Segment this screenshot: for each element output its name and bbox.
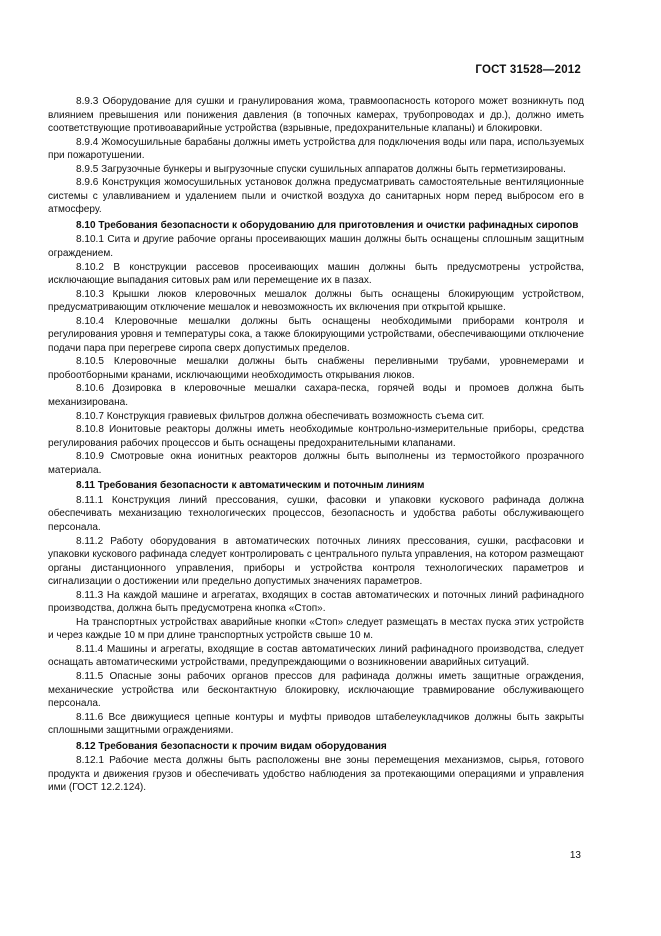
paragraph: 8.9.6 Конструкция жомосушильных установок должна предусматривать самостоятельные вентиляционные системы с улавливанием и удалением пыли и очисткой воздуха до санитарных норм перед выбросом его в атмосферу. [48, 177, 584, 216]
paragraph: 8.9.3 Оборудование для сушки и гранулирования жома, травмоопасность которого может возникнуть под влиянием превышения или понижения давления (в топочных камерах, трубопроводах и др.), должно иметь соответствующие противоаварийные устройства (взрывные, предохранительные клапаны) и блокировки. [48, 96, 584, 135]
paragraph: 8.9.4 Жомосушильные барабаны должны иметь устройства для подключения воды или пара, используемых при пожаротушении. [48, 136, 584, 162]
paragraph: 8.10.7 Конструкция гравиевых фильтров должна обеспечивать возможность съема сит. [76, 410, 485, 422]
section-heading: 8.11 Требования безопасности к автоматическим и поточным линиям [76, 480, 425, 492]
paragraph: 8.11.3 На каждой машине и агрегатах, входящих в состав автоматических и поточных линий рафинадного производства, должна быть предусмотрена кнопка «Стоп». [48, 589, 584, 615]
paragraph: 8.11.5 Опасные зоны рабочих органов прессов для рафинада должны иметь защитные ограждения, механические устройства или бесконтактную блокировку, исключающие травмирование обслуживающего персонала. [48, 670, 584, 710]
paragraph: 8.10.6 Дозировка в клеровочные мешалки сахара-песка, горячей воды и промоев должна быть механизирована. [48, 383, 584, 409]
page-number: 13 [569, 850, 581, 861]
document-code: ГОСТ 31528—2012 [475, 64, 581, 76]
section-heading: 8.10 Требования безопасности к оборудованию для приготовления и очистки рафинадных сиропов [76, 219, 579, 231]
document-body [48, 95, 584, 795]
paragraph: 8.11.4 Машины и агрегаты, входящие в состав автоматических линий рафинадного производства, следует оснащать автоматическими устройствами, предупреждающими о возникновении аварийных ситуаций. [48, 643, 584, 669]
paragraph: 8.11.2 Работу оборудования в автоматических поточных линиях прессования, сушки, расфасовки и упаковки кускового рафинада следует контролировать с центрального пульта управления, на котором размещают органы дистанционного управления, приборы и устройства контроля технологических параметров и сигнализации о достижении или предельно допустимых значениях параметров. [48, 535, 584, 588]
paragraph: 8.10.4 Клеровочные мешалки должны быть оснащены необходимыми приборами контроля и регулирования уровня и температуры сока, а также блокирующими устройствами, обеспечивающими отключение подачи пара при перегреве сиропа сверх допустимых пределов. [48, 315, 584, 354]
section-heading: 8.12 Требования безопасности к прочим видам оборудования [76, 740, 387, 752]
paragraph: 8.9.5 Загрузочные бункеры и выгрузочные спуски сушильных аппаратов должны быть герметизированы. [76, 163, 566, 175]
paragraph: 8.10.5 Клеровочные мешалки должны быть снабжены переливными трубами, уровнемерами и пробоотборными кранами, исключающими необходимость открывания люков. [48, 356, 584, 381]
paragraph: 8.10.2 В конструкции рассевов просеивающих машин должны быть предусмотрены устройства, исключающие выпадания ситовых рам или перемещение их в пазах. [48, 261, 584, 287]
paragraph: 8.11.1 Конструкция линий прессования, сушки, фасовки и упаковки кускового рафинада должна обеспечивать механизацию технологических процессов, безопасность и удобства работы обслуживающего персонала. [48, 494, 584, 533]
paragraph: 8.11.6 Все движущиеся цепные контуры и муфты приводов штабелеукладчиков должны быть закрыты сплошными защитными ограждениями. [48, 711, 584, 737]
paragraph: 8.10.9 Смотровые окна ионитных реакторов должны быть выполнены из термостойкого прозрачного материала. [48, 451, 584, 476]
paragraph: 8.10.8 Ионитовые реакторы должны иметь необходимые контрольно-измерительные приборы, средства регулирования рабочих процессов и быть оснащены предохранительными клапанами. [48, 424, 584, 449]
paragraph: 8.10.1 Сита и другие рабочие органы просеивающих машин должны быть оснащены сплошным защитным ограждением. [48, 234, 584, 260]
paragraph: На транспортных устройствах аварийные кнопки «Стоп» следует размещать в местах пуска этих устройств и через каждые 10 м при длине транспортных устройств свыше 10 м. [48, 616, 584, 642]
paragraph: 8.12.1 Рабочие места должны быть расположены вне зоны перемещения механизмов, сырья, готового продукта и движения грузов и обеспечивать удобство наблюдения за протекающими операциями и управления ими (ГОСТ 12.2.124). [48, 755, 584, 794]
paragraph: 8.10.3 Крышки люков клеровочных мешалок должны быть оснащены блокирующим устройством, предусматривающим отключение мешалок и невозможность их включения при открытой крышке. [48, 288, 584, 314]
